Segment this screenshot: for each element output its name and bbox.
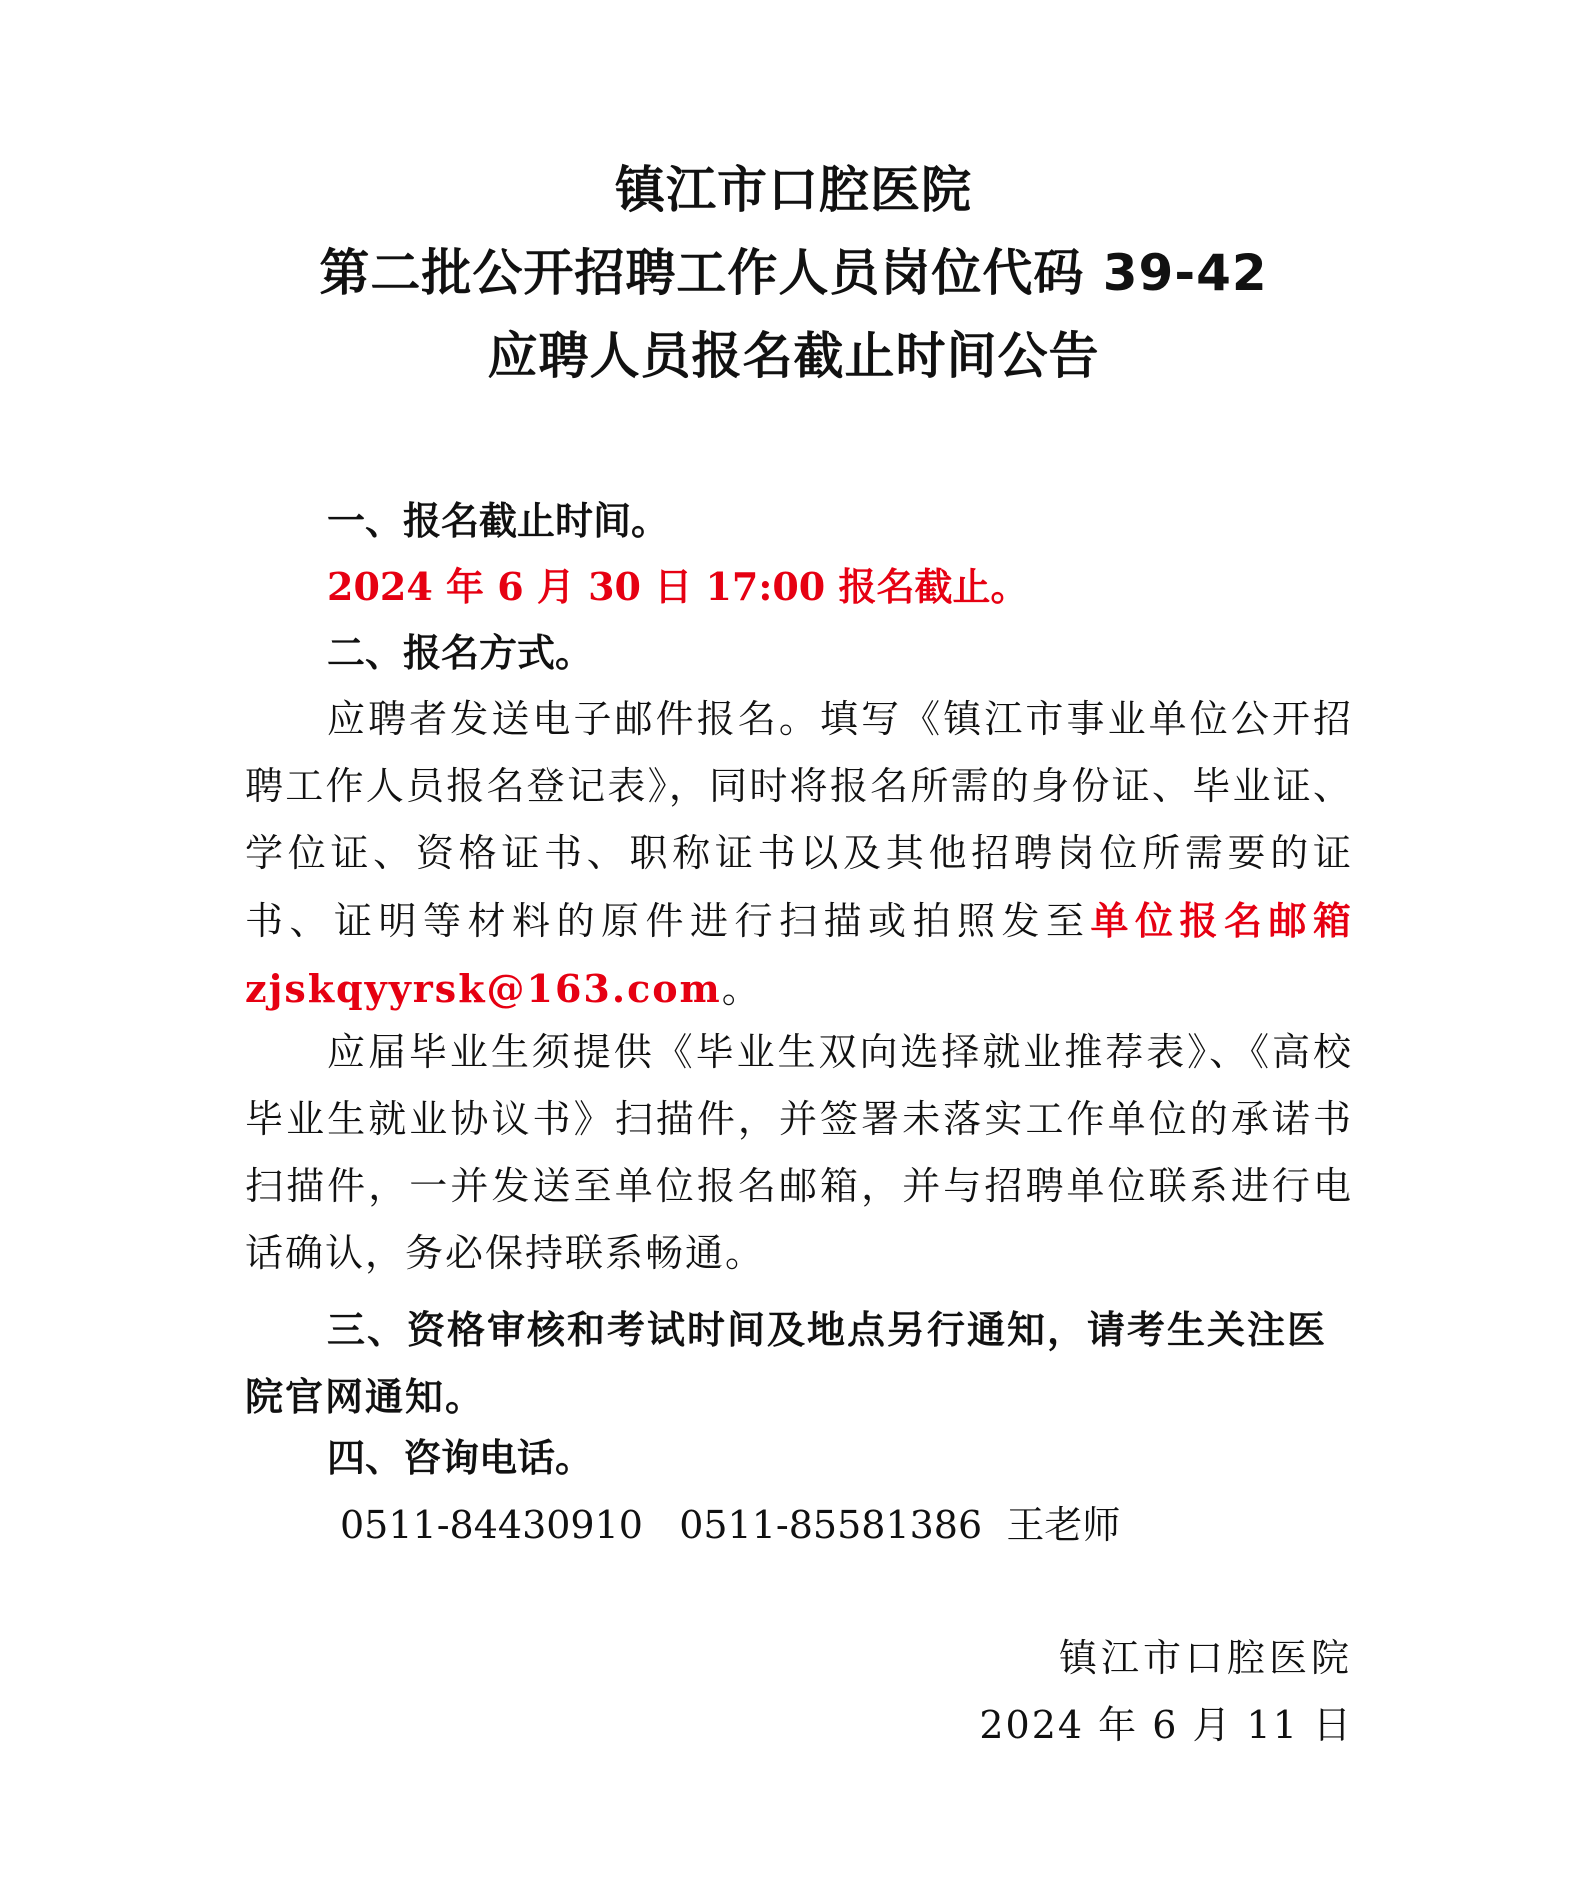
title-line-2: 第二批公开招聘工作人员岗位代码 39-42 — [319, 244, 1268, 302]
title-line-1: 镇江市口腔医院 — [615, 161, 972, 219]
graduate-requirements-paragraph: 应届毕业生须提供《毕业生双向选择就业推荐表》、《高校毕业生就业协议书》扫描件，并签署未落实工作单位的承诺书扫描件，一并发送至单位报名邮箱，并与招聘单位联系进行电话确认，务必保持联系畅通。 — [245, 1030, 1353, 1275]
title-line-3: 应聘人员报名截止时间公告 — [487, 327, 1100, 385]
contact-phones: 0511-84430910 0511-85581386 王老师 — [340, 1503, 1121, 1547]
section-3-notice: 三、资格审核和考试时间及地点另行通知，请考生关注医院官网通知。 — [245, 1308, 1328, 1419]
deadline-text: 2024 年 6 月 30 日 17:00 报名截止。 — [327, 564, 1029, 609]
section-4-heading: 四、咨询电话。 — [327, 1436, 594, 1480]
section-2-heading: 二、报名方式。 — [327, 631, 594, 675]
registration-method-end: 。 — [721, 967, 762, 1011]
signature-date: 2024 年 6 月 11 日 — [979, 1703, 1353, 1747]
registration-method-text: 应聘者发送电子邮件报名。填写《镇江市事业单位公开招聘工作人员报名登记表》，同时将报名所需的身份证、毕业证、学位证、资格证书、职称证书以及其他招聘岗位所需要的证书、证明等材料的原件进行扫描或拍照发至 — [245, 697, 1353, 943]
signature-org: 镇江市口腔医院 — [1058, 1636, 1353, 1680]
registration-email[interactable]: 单位报名邮箱 zjskqyyrsk@163.com — [245, 898, 1353, 1011]
registration-method-paragraph — [245, 686, 1353, 1023]
section-1-heading: 一、报名截止时间。 — [327, 499, 670, 543]
